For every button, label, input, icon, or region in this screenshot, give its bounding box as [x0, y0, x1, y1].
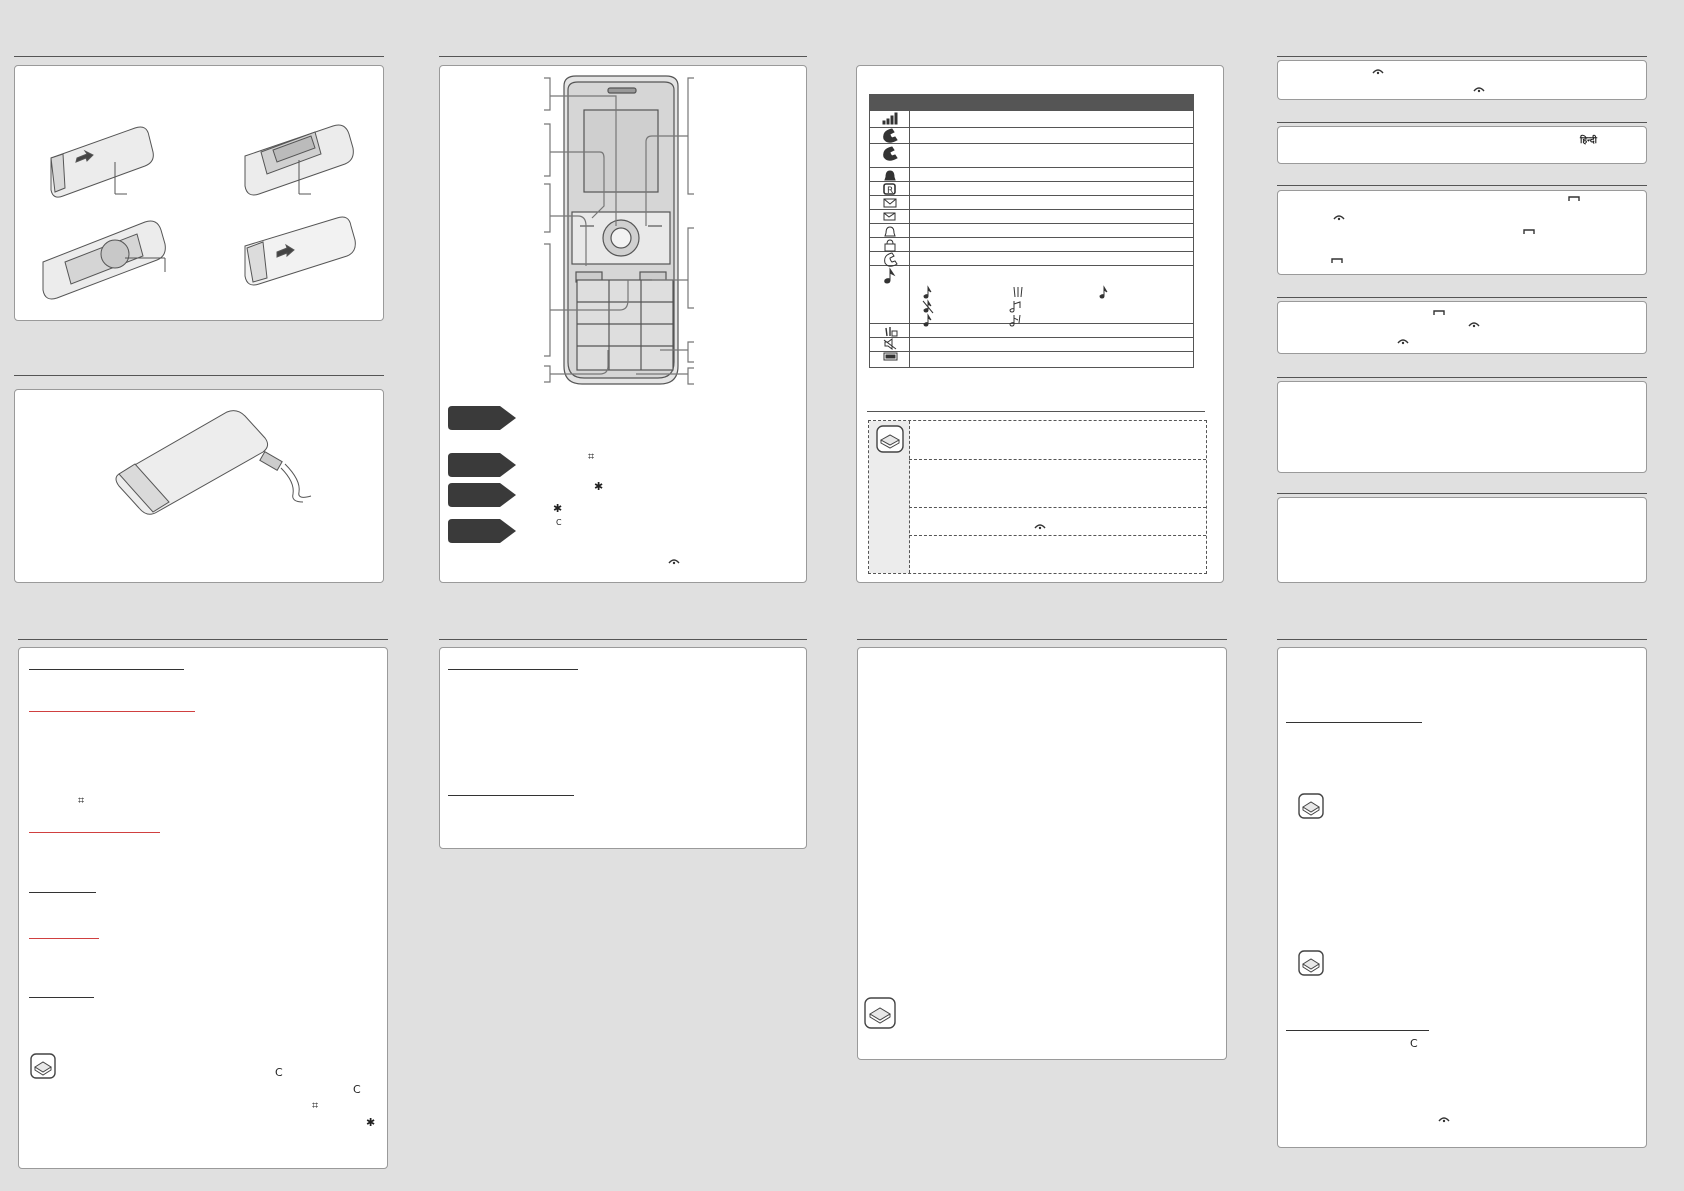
status-table-header — [870, 95, 1193, 111]
end-call-icon — [1372, 68, 1384, 76]
switch-on-panel — [1277, 60, 1647, 100]
mute-icon — [923, 301, 933, 313]
language-script-label: हिन्दी — [1580, 136, 1598, 146]
charger-connection-illustration — [15, 390, 385, 584]
call-panel — [1277, 190, 1647, 275]
clear-key-glyph: C — [1410, 1037, 1418, 1050]
heading-underline — [29, 938, 99, 939]
notes-divider — [909, 535, 1206, 536]
star-key-glyph-2: ✱ — [553, 502, 563, 515]
signal-strength-icon — [883, 113, 897, 124]
section-rule-2 — [439, 56, 807, 57]
star-key-glyph: ✱ — [594, 480, 604, 493]
key-tag-4 — [448, 519, 516, 543]
speaker-panel — [1277, 497, 1647, 583]
end-call-icon — [1468, 321, 1480, 329]
heading-underline — [29, 892, 96, 893]
heading-underline — [1286, 1030, 1429, 1031]
end-call-icon — [1034, 523, 1046, 531]
call-active-icon — [884, 129, 897, 142]
end-call-icon — [1397, 338, 1409, 346]
battery-saver-icon — [886, 327, 897, 336]
missed-call-icon — [884, 213, 895, 220]
send-key-icon — [1433, 310, 1445, 316]
heading-underline — [448, 669, 578, 670]
status-row — [870, 224, 1193, 238]
section-rule-b2 — [439, 639, 807, 640]
notes-rule — [867, 411, 1205, 412]
heading-underline — [1286, 722, 1422, 723]
battery-install-panel — [14, 65, 384, 321]
ringtone-profile-glyphs — [922, 285, 1162, 335]
phone-back-cover-illustration — [15, 66, 385, 322]
status-row — [870, 196, 1193, 210]
heading-underline — [29, 832, 160, 833]
clear-key-glyph: C — [275, 1066, 283, 1079]
status-row — [870, 238, 1193, 252]
menu-panel — [439, 647, 807, 849]
text-entry-panel — [18, 647, 388, 1169]
section-rule-1 — [14, 56, 384, 57]
status-icons-panel — [856, 65, 1224, 583]
vibrate-icon — [1014, 287, 1022, 297]
hash-key-glyph: ⌗ — [78, 794, 85, 807]
note-small-2-icon — [924, 315, 931, 326]
status-icon-glyphs — [870, 95, 910, 367]
status-row — [870, 252, 1193, 266]
status-row — [870, 210, 1193, 224]
status-row — [870, 128, 1193, 144]
end-call-icon — [1473, 86, 1485, 94]
call-diverted-icon — [884, 147, 897, 160]
note-book-icon — [1298, 793, 1324, 819]
volume-panel — [1277, 381, 1647, 473]
alarm-icon — [885, 171, 895, 180]
star-key-glyph: ✱ — [366, 1116, 376, 1129]
notes-divider — [909, 459, 1206, 460]
note-double-icon — [1010, 301, 1020, 312]
keypad-lock-icon — [885, 240, 895, 251]
section-rule-6 — [1277, 56, 1647, 57]
language-panel — [1277, 126, 1647, 164]
reminder-icon — [885, 227, 895, 236]
section-rule-11 — [1277, 493, 1647, 494]
note-icon — [924, 287, 931, 298]
end-call-icon — [668, 558, 680, 566]
note-book-icon — [1298, 950, 1324, 976]
clear-key-glyph: C — [556, 518, 562, 527]
note-book-icon — [30, 1053, 56, 1079]
call-log-icon — [885, 253, 897, 266]
status-row — [870, 168, 1193, 182]
note-vibrate-icon — [1010, 315, 1020, 326]
section-rule-b3 — [857, 639, 1227, 640]
section-rule-b1 — [18, 639, 388, 640]
notes-box — [868, 420, 1207, 574]
status-row — [870, 338, 1193, 352]
note-book-icon — [864, 997, 896, 1029]
section-rule-5 — [14, 375, 384, 376]
send-key-icon — [1568, 196, 1580, 202]
note-small-icon — [1100, 287, 1107, 298]
status-row — [870, 182, 1193, 196]
section-rule-8 — [1277, 185, 1647, 186]
message-icon — [884, 199, 896, 207]
section-rule-9 — [1277, 297, 1647, 298]
phone-layout-panel — [439, 65, 807, 583]
notes-divider — [909, 507, 1206, 508]
end-call-icon — [1333, 214, 1345, 222]
send-key-icon — [1523, 229, 1535, 235]
svg-text:R: R — [887, 186, 894, 196]
answer-call-panel — [1277, 301, 1647, 354]
section-rule-10 — [1277, 377, 1647, 378]
clear-key-glyph: C — [353, 1083, 361, 1096]
heading-underline — [448, 795, 574, 796]
section-rule-7 — [1277, 122, 1647, 123]
status-icons-table — [869, 94, 1194, 368]
battery-level-icon — [884, 353, 897, 360]
status-row — [870, 111, 1193, 128]
heading-underline — [29, 669, 184, 670]
key-tag-3 — [448, 483, 516, 507]
settings-panel — [857, 647, 1227, 1060]
charger-panel — [14, 389, 384, 583]
send-key-icon — [1331, 258, 1343, 264]
silent-mode-icon — [884, 339, 896, 349]
hash-key-glyph: ⌗ — [588, 450, 595, 463]
key-tag-1 — [448, 406, 516, 430]
heading-underline — [29, 997, 94, 998]
roaming-icon — [884, 184, 895, 196]
hash-key-glyph: ⌗ — [312, 1099, 319, 1112]
section-rule-b4 — [1277, 639, 1647, 640]
note-book-icon — [876, 425, 904, 453]
ringtone-icon — [885, 269, 894, 283]
status-row — [870, 144, 1193, 168]
end-call-icon — [1438, 1116, 1450, 1124]
heading-underline — [29, 711, 195, 712]
key-tag-2 — [448, 453, 516, 477]
phonebook-panel — [1277, 647, 1647, 1148]
